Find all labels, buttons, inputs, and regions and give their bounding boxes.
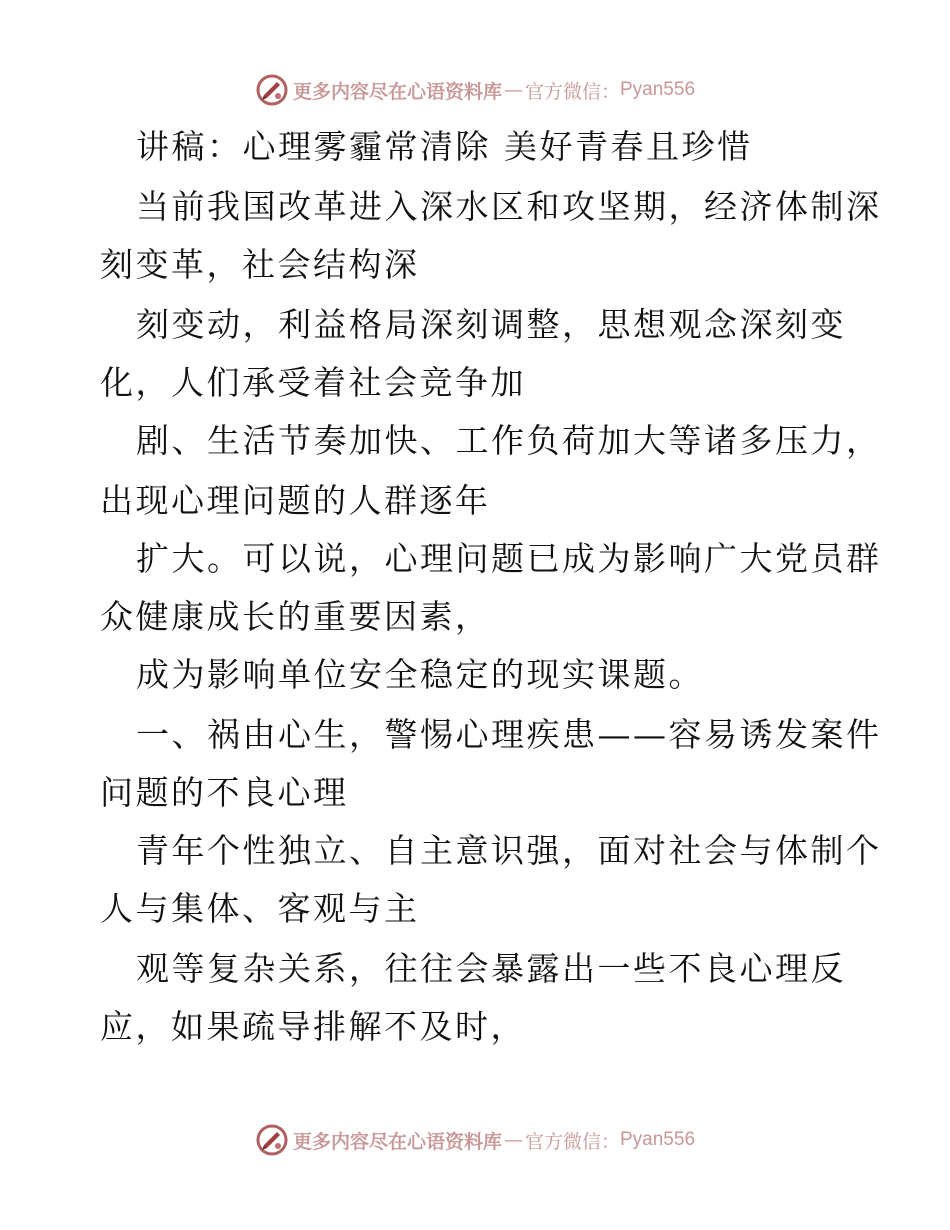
paragraph-line: 化，人们承受着社会竞争加 xyxy=(100,363,526,402)
watermark-main-text: 更多内容尽在心语资料库 xyxy=(292,80,502,103)
footer-watermark xyxy=(0,1120,950,1160)
paragraph-line: 众健康成长的重要因素， xyxy=(100,597,491,636)
watermark-dash: — xyxy=(503,79,523,101)
paragraph-line: 刻变革，社会结构深 xyxy=(100,245,420,284)
paragraph-line: 扩大。可以说，心理问题已成为影响广大党员群 xyxy=(136,539,882,578)
watermark-group xyxy=(255,73,695,107)
paragraph-line: 人与集体、客观与主 xyxy=(100,889,420,928)
header-watermark xyxy=(0,70,950,110)
section-heading: 一、祸由心生，警惕心理疾患——容易诱发案件 xyxy=(136,715,882,754)
watermark-wechat-id: Pyan556 xyxy=(620,1129,696,1150)
watermark-sub-text: 官方微信： xyxy=(524,80,620,103)
watermark-group xyxy=(255,1123,695,1157)
section-heading-cont: 问题的不良心理 xyxy=(100,773,349,812)
paragraph-line: 当前我国改革进入深水区和攻坚期，经济体制深 xyxy=(136,187,882,226)
paragraph-line: 成为影响单位安全稳定的现实课题。 xyxy=(136,655,704,694)
watermark-wechat-id: Pyan556 xyxy=(620,79,696,100)
paragraph-line: 出现心理问题的人群逐年 xyxy=(100,481,491,520)
watermark-main-text: 更多内容尽在心语资料库 xyxy=(292,1130,502,1153)
watermark-dash: — xyxy=(503,1129,523,1151)
paragraph-line: 刻变动，利益格局深刻调整，思想观念深刻变 xyxy=(136,305,846,344)
paragraph-line: 应，如果疏导排解不及时， xyxy=(100,1007,526,1046)
paragraph-line: 剧、生活节奏加快、工作负荷加大等诸多压力， xyxy=(136,421,882,460)
pen-logo-icon xyxy=(255,1123,289,1157)
document-title: 讲稿：心理雾霾常清除 美好青春且珍惜 xyxy=(136,127,753,166)
paragraph-line: 青年个性独立、自主意识强，面对社会与体制个 xyxy=(136,831,882,870)
paragraph-line: 观等复杂关系，往往会暴露出一些不良心理反 xyxy=(136,949,846,988)
watermark-sub-text: 官方微信： xyxy=(524,1130,620,1153)
pen-logo-icon xyxy=(255,73,289,107)
